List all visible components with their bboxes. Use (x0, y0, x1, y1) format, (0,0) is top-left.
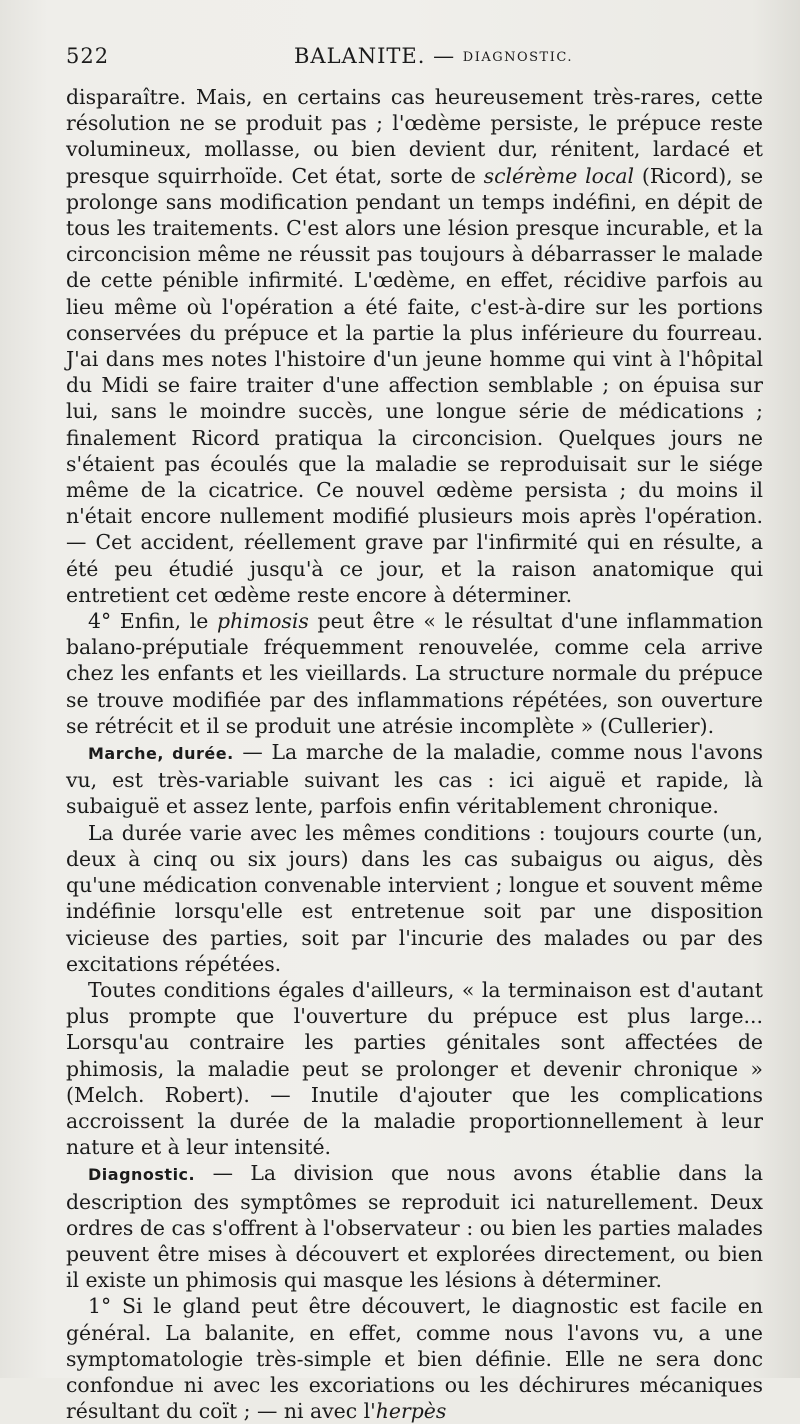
header-title: BALANITE. (294, 44, 426, 68)
italic-term: herpès (375, 1399, 447, 1424)
paragraph-continued (66, 84, 763, 608)
header-subtitle: DIAGNOSTIC. (462, 50, 573, 65)
paragraph-text: 4° Enfin, le (88, 609, 209, 634)
page-number: 522 (66, 44, 110, 68)
paragraph-gland (66, 1293, 763, 1424)
page-body (66, 84, 763, 1424)
header-dash: — (433, 44, 456, 68)
section-heading: Marche, durée. (88, 744, 234, 764)
paragraph-conditions (66, 977, 763, 1160)
paragraph-phimosis (66, 608, 763, 739)
paragraph-text: — La division que nous avons établie dans la description des symptômes se reproduit ici naturellement. Deux ordres de cas s'offrent à l'observateur : ou bien les parties malades peuvent être mises à découvert et explorées directement, ou bien il existe un phimosis qui masque les lésions à déterminer. (66, 1161, 763, 1293)
paragraph-text: La durée varie avec les mêmes conditions : toujours courte (un, deux à cinq ou six jours) dans les cas subaigus ou aigus, dès qu'une médication convenable intervient ; longue et souvent même indéfinie lorsqu'elle est entretenue soit par une disposition vicieuse des parties, soit par l'incurie des malades ou par des excitations répétées. (66, 820, 763, 976)
section-diagnostic (66, 1160, 763, 1293)
section-marche-duree (66, 739, 763, 820)
running-header (66, 44, 760, 74)
running-title (294, 44, 573, 68)
paragraph-text: — La marche de la maladie, comme nous l'avons vu, est très-variable suivant les cas : ici aiguë et rapide, là subaiguë et assez lente, parfois enfin véritablement chronique. (66, 740, 763, 819)
italic-term: sclérème local (483, 163, 635, 188)
paragraph-text: Toutes conditions égales d'ailleurs, « la terminaison est d'autant plus prompte que l'ouverture du prépuce est plus large... Lorsqu'au contraire les parties génitales sont affectées de phimosis, la maladie peut se prolonger et devenir chronique » (Melch. Robert). — Inutile d'ajouter que les complications accroissent la durée de la maladie proportionnellement à leur nature et à leur intensité. (66, 977, 763, 1160)
paragraph-text: peut être « le résultat d'une inflammation balano-préputiale fréquemment renouvelée, comme cela arrive chez les enfants et les vieillards. La structure normale du prépuce se trouve modifiée par des inflammations répétées, son ouverture se rétrécit et il se produit une atrésie incomplète » (Cullerier). (66, 609, 764, 738)
paragraph-text: 1° Si le gland peut être découvert, le diagnostic est facile en général. La balanite, en effet, comme nous l'avons vu, a une symptomatologie très-simple et bien définie. Elle ne sera donc confondue ni avec les excoriations ou les déchirures mécaniques résultant du coït ; — ni avec l' (66, 1294, 763, 1424)
paragraph-text: (Ricord), se prolonge sans modification pendant un temps indéfini, en dépit de tous les traitements. C'est alors une lésion presque incurable, et la circoncision même ne réussit pas toujours à débarrasser le malade de cette pénible infirmité. L'œdème, en effet, récidive parfois au lieu même où l'opération a été faite, c'est-à-dire sur les portions conservées du prépuce et la partie la plus inférieure du fourreau. J'ai dans mes notes l'histoire d'un jeune homme qui vint à l'hôpital du Midi se faire traiter d'une affection semblable ; on épuisa sur lui, sans le moindre succès, une longue série de médications ; finalement Ricord pratiqua la circoncision. Quelques jours ne s'étaient pas écoulés que la maladie se reproduisait sur le siége même de la cicatrice. Ce nouvel œdème persista ; du moins il n'était encore nullement modifié plusieurs mois après l'opération. — Cet accident, réellement grave par l'infirmité qui en résulte, a été peu étudié jusqu'à ce jour, et la raison anatomique qui entretient cet œdème reste encore à déterminer. (66, 163, 764, 607)
paragraph-text: disparaître. Mais, en certains cas heureusement très-rares, cette résolution ne se produit pas ; l'œdème persiste, le prépuce reste volumineux, mollasse, ou bien devient dur, rénitent, lardacé et presque squirrhoïde. Cet état, sorte de (66, 85, 763, 188)
paragraph-duree (66, 820, 763, 977)
italic-term: phimosis (217, 609, 309, 634)
section-heading: Diagnostic. (88, 1165, 196, 1185)
